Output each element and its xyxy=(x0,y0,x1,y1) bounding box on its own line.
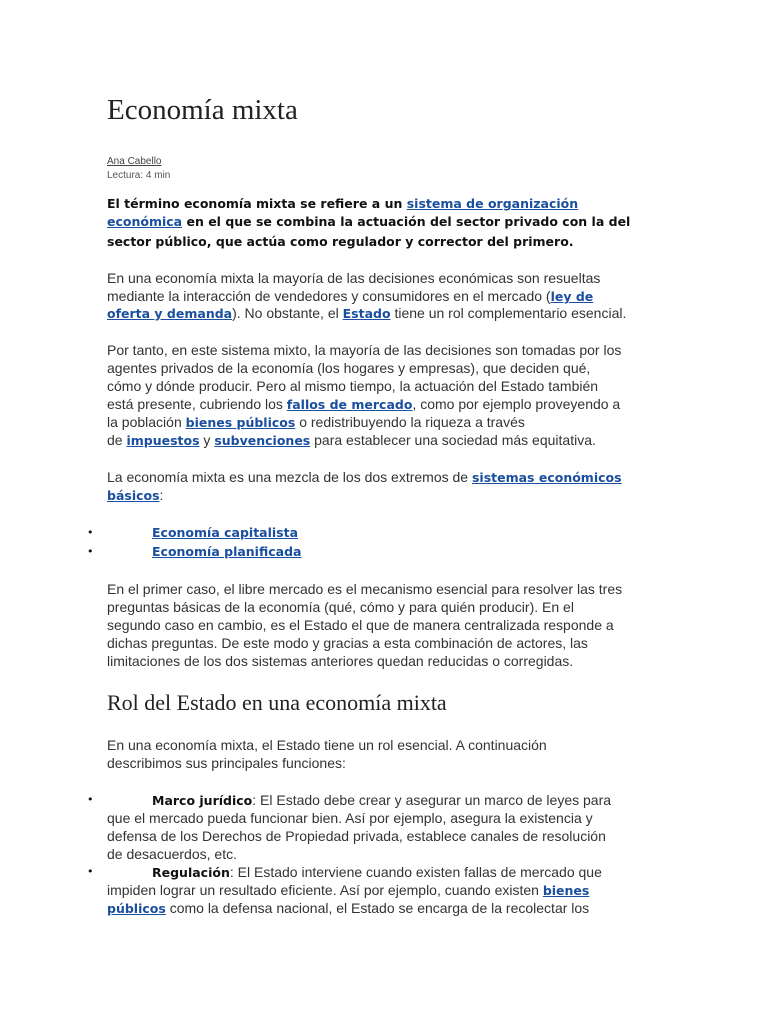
p2-text: y xyxy=(199,432,215,448)
bullet-marker: • xyxy=(87,793,94,806)
section-heading: Rol del Estado en una economía mixta xyxy=(107,690,447,715)
p2-line-1: Por tanto, en este sistema mixto, la mayoría de las decisiones son tomadas por los xyxy=(107,342,622,358)
p1-text: mediante la interacción de vendedores y consumidores en el mercado ( xyxy=(107,288,551,304)
p2-line-4 xyxy=(107,395,620,414)
function-line-2 xyxy=(107,881,589,900)
reading-time: Lectura: 4 min xyxy=(107,170,171,181)
p2-text: de xyxy=(107,432,127,448)
p5-line-2: describimos sus principales funciones: xyxy=(107,755,346,771)
bullet-marker: • xyxy=(87,865,94,878)
intro-text: en el que se combina la actuación del sector privado con la del xyxy=(182,214,631,229)
p2-line-6 xyxy=(107,431,596,450)
function-text: : El Estado interviene cuando existen fallas de mercado que xyxy=(229,864,602,880)
bullet-marker: • xyxy=(87,526,94,539)
author-name[interactable]: Ana Cabello xyxy=(107,156,162,167)
intro-line-1 xyxy=(107,195,578,213)
p3-text: : xyxy=(159,487,164,503)
p2-text: está presente, cubriendo los xyxy=(107,396,287,412)
link-basicos[interactable]: básicos xyxy=(107,488,160,503)
p2-text: , como por ejemplo proveyendo a xyxy=(412,396,621,412)
bullet-marker: • xyxy=(87,545,94,558)
p4-line-2: preguntas básicas de la economía (qué, cómo y para quién producir). En el xyxy=(107,599,574,615)
function-line-3 xyxy=(107,899,589,918)
list-item xyxy=(152,543,301,561)
function-term: Marco jurídico xyxy=(152,793,253,808)
link-economia-capitalista[interactable]: Economía capitalista xyxy=(152,525,299,540)
link-fallos-mercado[interactable]: fallos de mercado xyxy=(286,397,413,412)
p1-line-1: En una economía mixta la mayoría de las decisiones económicas son resueltas xyxy=(107,270,601,286)
link-sistemas-economicos[interactable]: sistemas económicos xyxy=(471,470,622,485)
function-text: : El Estado debe crear y asegurar un marco de leyes para xyxy=(252,792,612,808)
link-economica[interactable]: económica xyxy=(107,214,183,229)
p2-text: o redistribuyendo la riqueza a través xyxy=(295,414,525,430)
function-term: Regulación xyxy=(152,865,230,880)
function-line-1 xyxy=(152,863,602,882)
link-estado[interactable]: Estado xyxy=(342,306,391,321)
function-line-3: defensa de los Derechos de Propiedad privada, establece canales de resolución xyxy=(107,828,606,844)
intro-text: El término economía mixta se refiere a un xyxy=(107,196,407,211)
function-line-1 xyxy=(152,791,611,810)
link-publicos[interactable]: públicos xyxy=(107,901,166,916)
link-ley-de[interactable]: ley de xyxy=(550,289,594,304)
p4-line-5: limitaciones de los dos sistemas anteriores quedan reducidas o corregidas. xyxy=(107,653,574,669)
link-sistema-organizacion[interactable]: sistema de organización xyxy=(406,196,579,211)
p3-line-1 xyxy=(107,468,622,487)
p2-text: la población xyxy=(107,414,186,430)
link-impuestos[interactable]: impuestos xyxy=(126,433,200,448)
p4-line-1: En el primer caso, el libre mercado es el mecanismo esencial para resolver las tres xyxy=(107,581,623,597)
article-title: Economía mixta xyxy=(107,94,298,126)
p2-line-5 xyxy=(107,413,525,432)
p1-line-3 xyxy=(107,304,626,323)
p2-line-2: agentes privados de la economía (los hogares y empresas), que deciden qué, xyxy=(107,360,591,376)
p4-line-3: segundo caso en cambio, es el Estado el que de manera centralizada responde a xyxy=(107,617,614,633)
list-item xyxy=(152,524,298,542)
link-subvenciones[interactable]: subvenciones xyxy=(214,433,311,448)
function-line-4: de desacuerdos, etc. xyxy=(107,846,237,862)
author-link[interactable] xyxy=(107,156,161,167)
p3-line-2 xyxy=(107,486,163,505)
function-text: como la defensa nacional, el Estado se encarga de la recolectar los xyxy=(165,900,590,916)
p4-line-4: dichas preguntas. De este modo y gracias a esta combinación de actores, las xyxy=(107,635,588,651)
p1-text: tiene un rol complementario esencial. xyxy=(390,305,627,321)
link-bienes-publicos[interactable]: bienes públicos xyxy=(185,415,296,430)
function-text: impiden lograr un resultado eficiente. Así por ejemplo, cuando existen xyxy=(107,882,543,898)
p2-text: para establecer una sociedad más equitativa. xyxy=(310,432,596,448)
p1-text: ). No obstante, el xyxy=(232,305,343,321)
p2-line-3: cómo y dónde producir. Pero al mismo tiempo, la actuación del Estado también xyxy=(107,378,599,394)
intro-line-2 xyxy=(107,213,630,231)
link-oferta-demanda[interactable]: oferta y demanda xyxy=(107,306,233,321)
link-bienes[interactable]: bienes xyxy=(542,883,590,898)
link-economia-planificada[interactable]: Economía planificada xyxy=(152,544,302,559)
p5-line-1: En una economía mixta, el Estado tiene un rol esencial. A continuación xyxy=(107,737,547,753)
p3-text: La economía mixta es una mezcla de los dos extremos de xyxy=(107,469,472,485)
function-line-2: que el mercado pueda funcionar bien. Así por ejemplo, asegura la existencia y xyxy=(107,810,593,826)
intro-line-3: sector público, que actúa como regulador y corrector del primero. xyxy=(107,234,574,249)
